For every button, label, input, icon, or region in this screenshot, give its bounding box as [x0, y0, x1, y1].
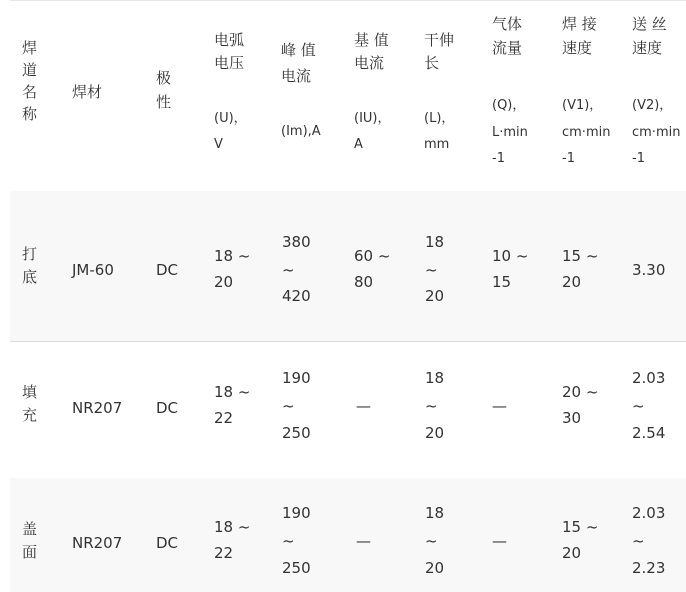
table-row — [10, 191, 686, 342]
pass-name: 打 底 — [22, 245, 38, 286]
header-base-current: 基 值 电流 (IU)， A — [354, 31, 391, 152]
material: NR207 — [72, 399, 123, 417]
base-current: 60 ~ 80 — [354, 247, 391, 291]
header-gas-flow: 气体 流量 (Q)， L·min -1 — [492, 15, 528, 166]
weld-speed: 15 ~ 20 — [562, 518, 599, 562]
polarity: DC — [156, 399, 179, 417]
gas-flow: 10 ~ 15 — [492, 247, 529, 291]
gas-flow: — — [492, 397, 507, 415]
arc-voltage: 18 ~ 22 — [214, 518, 251, 562]
weld-speed: 20 ~ 30 — [562, 383, 599, 427]
table-row — [10, 478, 686, 592]
wire-feed-speed: 2.03 ~ 2.54 — [632, 369, 666, 442]
base-current: — — [356, 532, 371, 550]
header-pass-name: 焊 道 名 称 — [22, 39, 38, 123]
polarity: DC — [156, 261, 179, 279]
stickout: 18 ~ 20 — [425, 233, 445, 305]
header-arc-voltage: 电弧 电压 (U)， V — [214, 31, 247, 152]
header-peak-current: 峰 值 电流 (Im),A — [281, 41, 321, 139]
gas-flow: — — [492, 532, 507, 550]
pass-name: 填 充 — [22, 383, 38, 424]
table-header-row — [10, 1, 686, 192]
header-material: 焊材 — [72, 83, 103, 101]
arc-voltage: 18 ~ 22 — [214, 383, 251, 427]
header-polarity: 极 性 — [156, 69, 172, 111]
pass-name: 盖 面 — [22, 520, 38, 561]
peak-current: 380 ~ 420 — [282, 233, 311, 305]
peak-current: 190 ~ 250 — [282, 504, 311, 577]
wire-feed-speed: 3.30 — [632, 261, 666, 279]
polarity: DC — [156, 534, 179, 552]
weld-speed: 15 ~ 20 — [562, 247, 599, 291]
arc-voltage: 18 ~ 20 — [214, 247, 251, 291]
material: NR207 — [72, 534, 123, 552]
table-row — [10, 341, 686, 479]
header-stickout: 干伸 长 (L)， mm — [424, 31, 455, 152]
peak-current: 190 ~ 250 — [282, 369, 311, 442]
header-wire-feed-speed: 送 丝 速度 (V2)， cm·min -1 — [632, 15, 681, 166]
base-current: — — [356, 397, 371, 415]
wire-feed-speed: 2.03 ~ 2.23 — [632, 504, 666, 577]
material: JM-60 — [72, 261, 114, 279]
header-weld-speed: 焊 接 速度 (V1)， cm·min -1 — [562, 15, 611, 166]
stickout: 18 ~ 20 — [425, 504, 445, 577]
welding-parameter-table — [10, 0, 686, 592]
stickout: 18 ~ 20 — [425, 369, 445, 442]
